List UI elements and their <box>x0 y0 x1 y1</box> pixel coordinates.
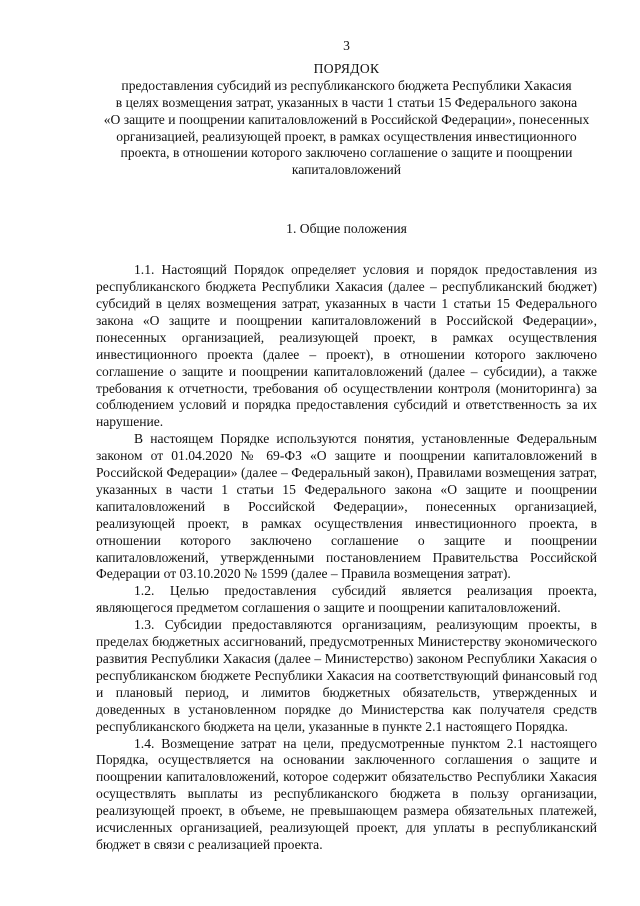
subtitle-line: капиталовложений <box>291 162 402 178</box>
paragraph-1-2: 1.2. Целью предоставления субсидий является реализация проекта, являющегося предметом соглашения о защите и поощрении капиталовложений. <box>96 583 597 616</box>
subtitle-line: организацией, реализующей проект, в рамках осуществления инвестиционного <box>116 128 577 144</box>
paragraph-1-1: 1.1. Настоящий Порядок определяет условия и порядок предоставления из республиканского бюджета Республики Хакасия (далее – республиканский бюджет) субсидий в целях возмещения затрат, указанных в части 1 статьи 15 Федерального закона «О защите и поощрении капиталовложений в Российской Федерации», понесенных организацией, реализующей проект, в рамках осуществления инвестиционного проекта (далее – проект), в отношении которого заключено соглашение о защите и поощрении капиталовложений (далее – субсидии), а также требования к отчетности, требования об осуществлении контроля (мониторинга) за соблюдением условий и порядка предоставления субсидий и ответственность за их нарушение. <box>96 262 597 430</box>
subtitle-line: в целях возмещения затрат, указанных в части 1 статьи 15 Федерального закона <box>115 94 578 110</box>
section-heading: 1. Общие положения <box>286 221 407 237</box>
subtitle-line: «О защите и поощрении капиталовложений в Российской Федерации», понесенных <box>103 111 590 127</box>
page-number: 3 <box>343 38 350 53</box>
subtitle-line: проекта, в отношении которого заключено соглашение о защите и поощрении <box>120 145 573 161</box>
document-title: ПОРЯДОК <box>313 60 380 76</box>
paragraph-1-4: 1.4. Возмещение затрат на цели, предусмотренные пунктом 2.1 настоящего Порядка, осуществляется на основании заключенного соглашения о защите и поощрении капиталовложений, которое содержит обязательство Республики Хакасия осуществлять выплаты из республиканского бюджета в пользу организации, реализующей проект, в объеме, не превышающем размера обязательных платежей, исчисленных организацией, реализующей проект, для уплаты в республиканский бюджет в связи с реализацией проекта. <box>96 735 597 852</box>
subtitle-line: предоставления субсидий из республиканского бюджета Республики Хакасия <box>121 77 572 93</box>
paragraph-1-3: 1.3. Субсидии предоставляются организациям, реализующим проекты, в пределах бюджетных ассигнований, предусмотренных Министерству экономического развития Республики Хакасия (далее – Министерство) законом Республики Хакасия о республиканском бюджете Республики Хакасия на соответствующий финансовый год и плановый период, и лимитов бюджетных обязательств, утвержденных и доведенных в установленном порядке до Министерства как получателя средств республиканского бюджета на цели, указанные в пункте 2.1 настоящего Порядка. <box>96 617 597 734</box>
paragraph-definitions: В настоящем Порядке используются понятия, установленные Федеральным законом от 01.04.2020 № 69-ФЗ «О защите и поощрении капиталовложений в Российской Федерации» (далее – Федеральный закон), Правилами возмещения затрат, указанных в части 1 статьи 15 Федерального закона «О защите и поощрении капиталовложений в Российской Федерации», понесенных организацией, реализующей проект, в рамках осуществления инвестиционного проекта, в отношении которого заключено соглашение о защите и поощрении капиталовложений, утвержденными постановлением Правительства Российской Федерации от 03.10.2020 № 1599 (далее – Правила возмещения затрат). <box>96 431 597 582</box>
document-page <box>96 38 597 854</box>
document-subtitle <box>96 78 597 179</box>
